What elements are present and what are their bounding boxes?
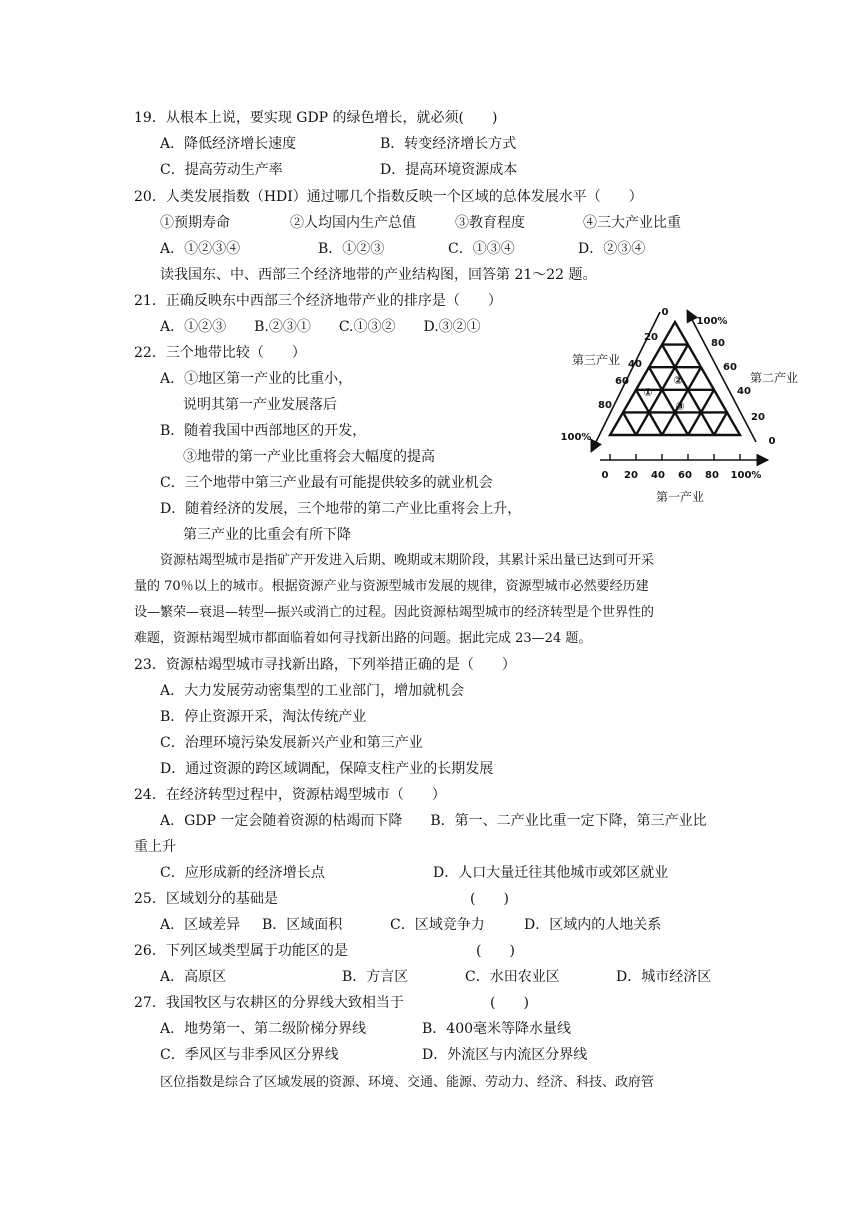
left-tick-100: 100% xyxy=(560,432,592,443)
q27-stem: 27．我国牧区与农耕区的分界线大致相当于 xyxy=(134,995,404,1011)
q21-options: A．①②③ B.②③① C.①③② D.③②① xyxy=(160,319,481,335)
right-tick-40: 40 xyxy=(737,386,751,397)
q25-stem: 25．区域划分的基础是 xyxy=(134,891,278,907)
passage-23-24-line3: 设—繁荣—衰退—转型—振兴或消亡的过程。因此资源枯竭型城市的经济转型是个世界性的 xyxy=(134,605,655,620)
q22-option-c: C．三个地带中第三产业最有可能提供较多的就业机会 xyxy=(160,475,493,491)
q23-option-d: D．通过资源的跨区域调配，保障支柱产业的长期发展 xyxy=(160,761,494,777)
left-tick-40: 40 xyxy=(628,359,642,370)
right-tick-60: 60 xyxy=(723,362,737,373)
q27-paren: ( ) xyxy=(490,995,529,1011)
q20-option-d: D．②③④ xyxy=(578,241,646,257)
q22-option-b-line2: ③地带的第一产业比重将会大幅度的提高 xyxy=(183,449,435,465)
q22-option-d-line2: 第三产业的比重会有所下降 xyxy=(183,527,351,543)
q25-option-b: B．区域面积 xyxy=(262,917,343,933)
q20-item-4: ④三大产业比重 xyxy=(583,215,681,231)
q23-option-c: C．治理环境污染发展新兴产业和第三产业 xyxy=(160,735,423,751)
primary-industry-label: 第一产业 xyxy=(656,490,705,504)
q20-stem: 20．人类发展指数（HDI）通过哪几个指数反映一个区域的总体发展水平（ ） xyxy=(134,189,643,205)
region-2-marker: ② xyxy=(673,374,683,387)
secondary-industry-label: 第二产业 xyxy=(750,371,799,385)
q26-stem: 26．下列区域类型属于功能区的是 xyxy=(134,943,348,959)
q27-option-c: C．季风区与非季风区分界线 xyxy=(160,1047,339,1063)
q20-option-b: B．①②③ xyxy=(318,241,385,257)
tertiary-industry-label: 第三产业 xyxy=(572,353,621,367)
q22-option-a-line1: A．①地区第一产业的比重小， xyxy=(160,371,353,387)
q25-option-d: D．区域内的人地关系 xyxy=(524,917,662,933)
q25-option-c: C．区域竞争力 xyxy=(390,917,485,933)
q26-option-a: A．高原区 xyxy=(160,969,227,985)
passage-23-24-line1: 资源枯竭型城市是指矿产开发进入后期、晚期或末期阶段，其累计采出量已达到可开采 xyxy=(160,553,655,568)
q23-stem: 23．资源枯竭型城市寻找新出路，下列举措正确的是（ ） xyxy=(134,657,516,673)
passage-23-24-line4: 难题，资源枯竭型城市都面临着如何寻找新出路的问题。据此完成 23—24 题。 xyxy=(134,631,592,646)
q24-stem: 24．在经济转型过程中，资源枯竭型城市（ ） xyxy=(134,787,446,803)
passage-23-24-line2: 量的 70％以上的城市。根据资源产业与资源型城市发展的规律，资源型城市必然要经历建 xyxy=(134,579,649,594)
bottom-tick-20: 20 xyxy=(624,470,638,481)
bottom-tick-40: 40 xyxy=(651,470,665,481)
right-tick-100: 100% xyxy=(696,316,728,327)
industry-structure-triangle-diagram xyxy=(560,300,799,510)
q22-option-a-line2: 说明其第一产业发展落后 xyxy=(183,397,337,413)
q24-option-d: D．人口大量迁往其他城市或郊区就业 xyxy=(433,865,669,881)
q22-option-b-line1: B．随着我国中西部地区的开发， xyxy=(160,423,367,439)
q22-stem: 22．三个地带比较（ ） xyxy=(134,345,306,361)
q21-stem: 21．正确反映东中西部三个经济地带产业的排序是（ ） xyxy=(134,293,502,309)
left-tick-0: 0 xyxy=(661,307,669,318)
q26-option-d: D．城市经济区 xyxy=(616,969,712,985)
q20-option-c: C．①③④ xyxy=(448,241,515,257)
bottom-tick-0: 0 xyxy=(601,470,609,481)
q19-option-b: B．转变经济增长方式 xyxy=(380,136,517,152)
bottom-tick-80: 80 xyxy=(705,470,719,481)
left-tick-60: 60 xyxy=(615,376,629,387)
q20-item-2: ②人均国内生产总值 xyxy=(290,215,416,231)
right-tick-80: 80 xyxy=(711,338,725,349)
bottom-tick-100: 100% xyxy=(730,470,762,481)
q24-option-ab: A．GDP 一定会随着资源的枯竭而下降 B．第一、二产业比重一定下降，第三产业比 xyxy=(160,813,707,829)
q23-option-a: A．大力发展劳动密集型的工业部门，增加就机会 xyxy=(160,683,465,699)
bottom-tick-60: 60 xyxy=(678,470,692,481)
q20-item-3: ③教育程度 xyxy=(455,215,525,231)
q27-option-a: A．地势第一、第二级阶梯分界线 xyxy=(160,1021,367,1037)
right-tick-0: 0 xyxy=(768,436,776,447)
q20-item-1: ①预期寿命 xyxy=(160,215,230,231)
q26-option-c: C．水田农业区 xyxy=(465,969,560,985)
final-passage-line1: 区位指数是综合了区域发展的资源、环境、交通、能源、劳动力、经济、科技、政府管 xyxy=(160,1075,655,1090)
q19-option-a: A．降低经济增长速度 xyxy=(160,136,297,152)
q19-stem: 19．从根本上说，要实现 GDP 的绿色增长，就必须( ) xyxy=(134,110,498,126)
q20-option-a: A．①②③④ xyxy=(160,241,241,257)
q26-paren: ( ) xyxy=(476,943,515,959)
q24-option-c: C．应形成新的经济增长点 xyxy=(160,865,325,881)
q26-option-b: B．方言区 xyxy=(342,969,409,985)
q25-paren: ( ) xyxy=(470,891,509,907)
q19-option-c: C．提高劳动生产率 xyxy=(160,162,283,178)
region-3-marker: ③ xyxy=(675,400,685,413)
q27-option-b: B．400毫米等降水量线 xyxy=(422,1021,572,1037)
right-tick-20: 20 xyxy=(751,412,765,423)
q24-option-b-cont: 重上升 xyxy=(134,839,176,855)
left-tick-20: 20 xyxy=(644,332,658,343)
q25-option-a: A．区域差异 xyxy=(160,917,241,933)
region-1-marker: ① xyxy=(643,386,653,399)
q22-option-d-line1: D．随着经济的发展，三个地带的第二产业比重将会上升， xyxy=(160,501,522,517)
q19-option-d: D．提高环境资源成本 xyxy=(380,162,518,178)
q27-option-d: D．外流区与内流区分界线 xyxy=(422,1047,588,1063)
intro-21-22: 读我国东、中、西部三个经济地带的产业结构图，回答第 21～22 题。 xyxy=(160,267,597,283)
q23-option-b: B．停止资源开采，淘汰传统产业 xyxy=(160,709,367,725)
left-tick-80: 80 xyxy=(598,400,612,411)
